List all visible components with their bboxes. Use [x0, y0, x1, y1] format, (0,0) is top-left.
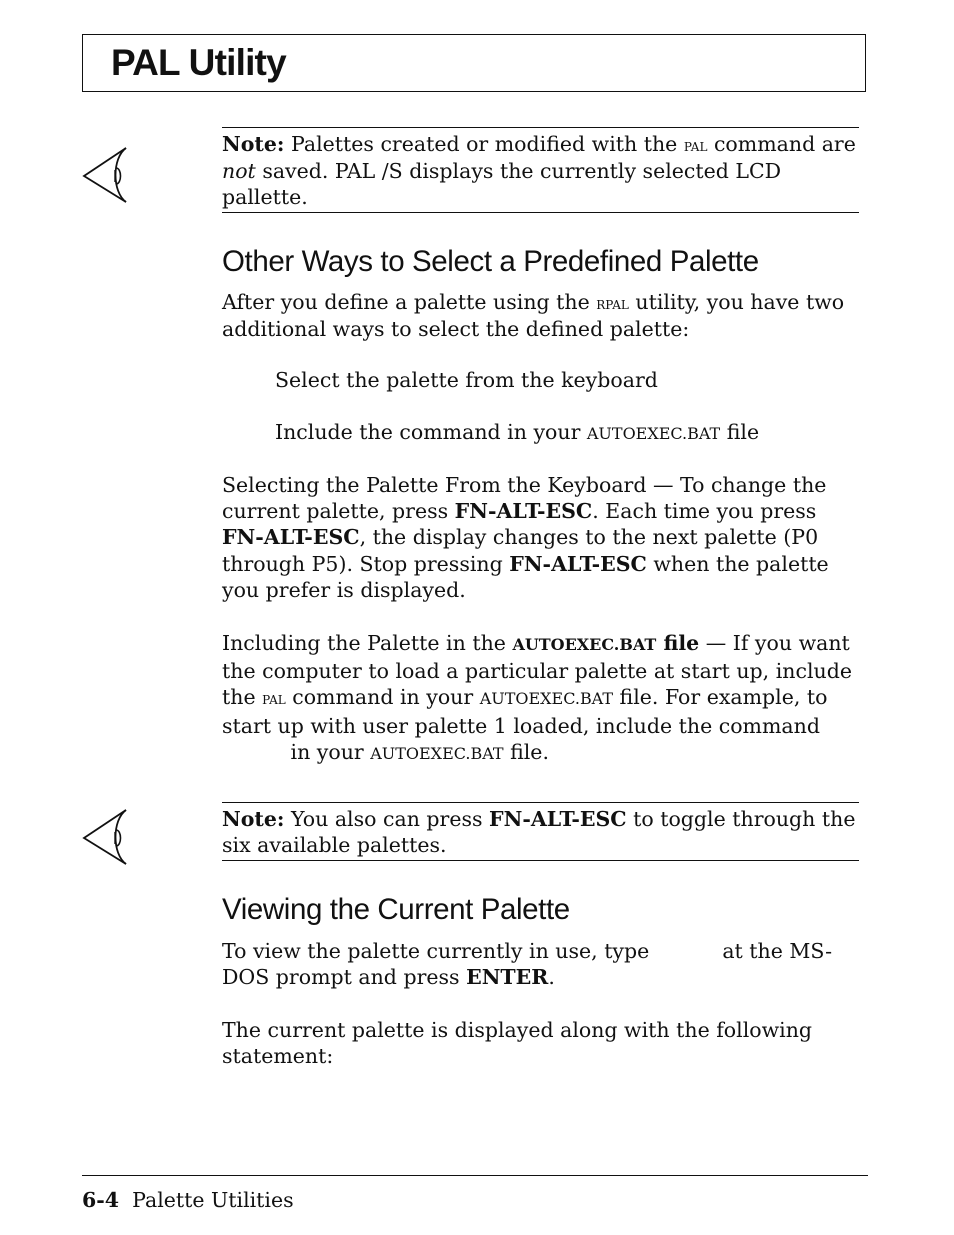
note-label: Note:	[222, 807, 285, 831]
section-heading: Viewing the Current Palette	[222, 893, 570, 926]
paragraph-keyboard: Selecting the Palette From the Keyboard — To change the current palette, press FN-ALT-ESC. Each time you press FN-ALT-ESC, the display changes to the next palette (P0 through P5). Stop pressing FN-ALT-ESC when the palette you prefer is displayed.	[222, 473, 829, 602]
section-intro: After you define a palette using the rpal utility, you have two additional ways to select the defined palette:	[222, 290, 845, 342]
note-label: Note:	[222, 132, 285, 156]
emphasis-not: not	[222, 159, 256, 183]
page-number: 6-4	[82, 1188, 120, 1212]
page-title-box	[82, 34, 866, 92]
chapter-title: Palette Utilities	[132, 1188, 294, 1212]
eye-note-icon	[82, 146, 130, 204]
note-box-2: Note: You also can press FN-ALT-ESC to toggle through the six available palettes.	[222, 802, 859, 861]
section-heading: Other Ways to Select a Predefined Palette	[222, 245, 759, 278]
note-box-1	[222, 127, 859, 213]
eye-note-icon	[82, 808, 130, 866]
page-footer	[82, 1188, 294, 1212]
footer-rule	[82, 1175, 868, 1176]
rpal-command: rpal	[596, 293, 629, 313]
pal-command: pal	[683, 135, 708, 155]
page-title: PAL Utility	[111, 42, 286, 83]
paragraph-autoexec: Including the Palette in the AUTOEXEC.BAT file — If you want the computer to load a particular palette at start up, include the pal command in your AUTOEXEC.BAT file. For example, to start up with user palette 1 loaded, include the command in your AUTOEXEC.BAT file.	[222, 631, 852, 764]
note-text: command are	[707, 132, 856, 156]
note-text: Palettes created or modified with the	[284, 132, 684, 156]
list-item: Include the command in your AUTOEXEC.BAT file	[275, 420, 760, 444]
paragraph-statement: The current palette is displayed along with the following statement:	[222, 1018, 813, 1069]
note-text: saved. PAL /S displays the currently selected LCD pallette.	[222, 159, 782, 209]
list-item: Select the palette from the keyboard	[275, 368, 658, 392]
paragraph-view: To view the palette currently in use, type at the MS-DOS prompt and press ENTER.	[222, 939, 833, 990]
